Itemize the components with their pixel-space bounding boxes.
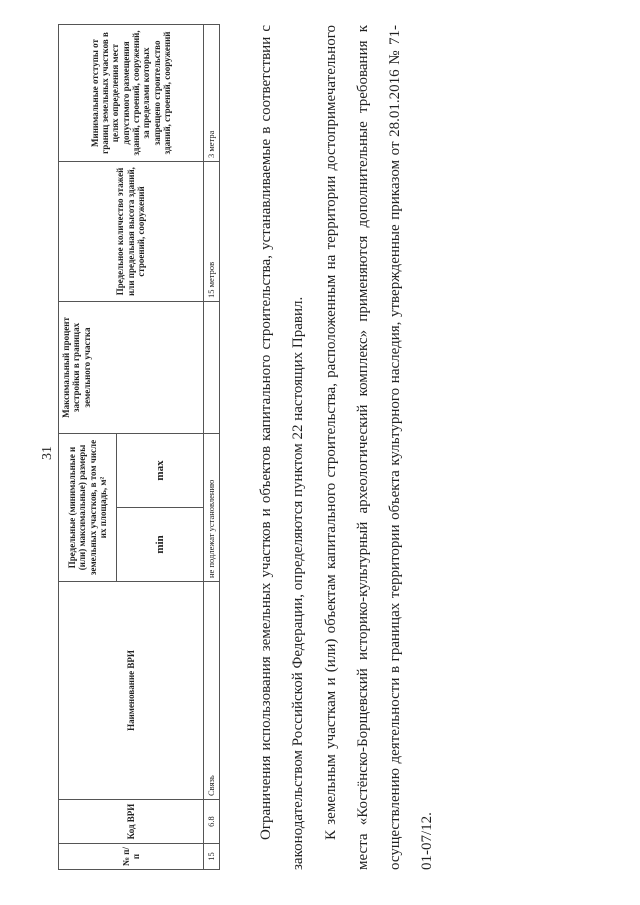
regulations-table bbox=[58, 24, 220, 870]
row-setbacks: 3 метра bbox=[204, 24, 220, 161]
page-number: 31 bbox=[40, 446, 55, 460]
header-max: max bbox=[117, 433, 204, 507]
header-sizes: Предельные (минимальные и (или) максимальные) размеры земельных участков, в том числе их площадь, м² bbox=[59, 433, 117, 581]
row-name: Связь bbox=[204, 582, 220, 800]
row-sizes: не подлежат установлению bbox=[204, 433, 220, 581]
row-code: 6.8 bbox=[204, 800, 220, 844]
header-min: min bbox=[117, 508, 204, 582]
row-coverage bbox=[204, 301, 220, 433]
header-name: Наименование ВРИ bbox=[59, 582, 204, 800]
header-code: Код ВРИ bbox=[59, 800, 204, 844]
rotated-page-content bbox=[58, 25, 578, 870]
row-number: 15 bbox=[204, 844, 220, 870]
table-row bbox=[204, 24, 220, 869]
header-setbacks: Минимальные отступы от границ земельных участков в целях определения мест допустимого размещения зданий, строений, сооружений, за пределами которых запрещено строительство зданий, строений, сооружений bbox=[59, 24, 204, 161]
header-coverage: Максимальный процент застройки в границах земельного участка bbox=[59, 301, 204, 433]
paragraph-restrictions: Ограничения использования земельных участков и объектов капитального строительства, устанавливаемые в соответствии с законодательством Российской Федерации, определяются пунктом 22 настоящих Правил. bbox=[258, 25, 307, 870]
body-text bbox=[250, 25, 444, 870]
row-floors: 15 метров bbox=[204, 161, 220, 301]
header-floors: Предельное количество этажей или предельная высота зданий, строений, сооружений bbox=[59, 161, 204, 301]
paragraph-heritage: К земельным участкам и (или) объектам капитального строительства, расположенным на территории достопримечательного места «Костёнско-Борщевский историко-культурный археологический комплекс» применяются дополнительные требования к осуществлению деятельности в границах территории объекта культурного наследия, утвержденные приказом от 28.01.2016 № 71-01-07/12. bbox=[322, 25, 436, 870]
header-number: № п/п bbox=[59, 844, 204, 870]
